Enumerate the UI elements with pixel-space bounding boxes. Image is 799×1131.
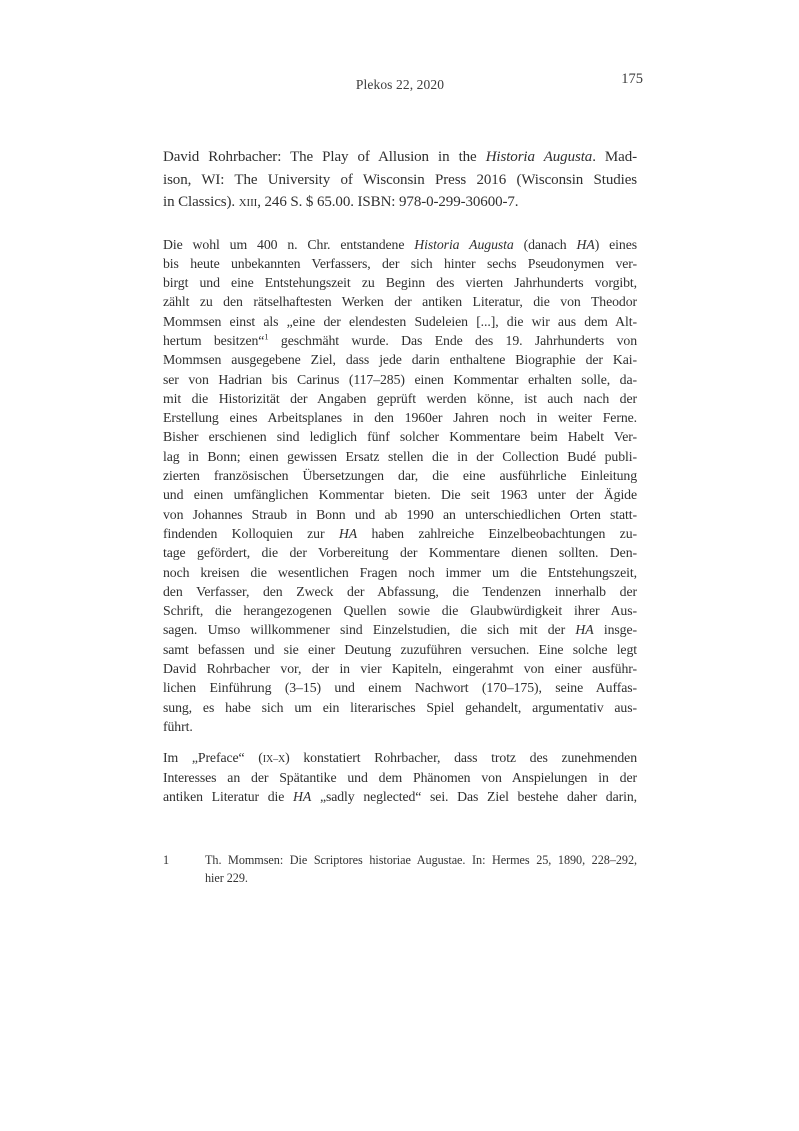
text-line — [163, 370, 637, 389]
text-segment: lag in Bonn; einen gewissen Ersatz stellen die in der Collection Budé publi- — [163, 448, 637, 464]
footnote-marker: 1 — [163, 853, 170, 867]
text-segment: haben zahlreiche Einzelbeobachtungen zu- — [357, 525, 637, 541]
text-line — [163, 146, 637, 169]
text-line — [163, 466, 637, 485]
paragraph-2 — [163, 748, 637, 806]
text-line — [163, 408, 637, 427]
text-segment: den Verfasser, den Zweck der Abfassung, die Tendenzen innerhalb der — [163, 583, 637, 599]
text-line — [163, 505, 637, 524]
text-segment: tage gefördert, die der Vorbereitung der Kommentare dienen sollten. Den- — [163, 545, 637, 561]
text-segment: mit die Historizität der Angaben geprüft werden könne, ist auch nach der — [163, 390, 637, 406]
text-segment: Interesses an der Spätantike und dem Phänomen von Anspielungen in der — [163, 769, 637, 785]
text-line — [205, 870, 637, 888]
text-segment: Historia Augusta — [414, 236, 514, 252]
text-segment: hier 229. — [205, 870, 248, 885]
book-citation — [163, 146, 637, 214]
text-segment: ) konstatiert Rohrbacher, dass trotz des zunehmenden — [285, 750, 637, 766]
text-segment: HA — [338, 525, 358, 541]
footnote-reference: 1 — [264, 331, 269, 342]
text-line — [163, 254, 637, 273]
text-segment: Mommsen einst als „eine der elendesten Sudeleien [...], die wir aus dem Alt- — [163, 313, 637, 329]
text-line — [163, 601, 637, 620]
running-head: Plekos 22, 2020 — [355, 77, 445, 92]
text-line — [163, 748, 637, 767]
text-line — [163, 485, 637, 504]
footnote-text — [205, 852, 637, 887]
text-line — [163, 563, 637, 582]
text-segment: von Johannes Straub in Bonn und ab 1990 an unterschiedlichen Orten statt- — [163, 506, 637, 522]
text-segment: ison, WI: The University of Wisconsin Press 2016 (Wisconsin Studies — [163, 171, 637, 188]
text-line — [163, 620, 637, 639]
text-segment: IX–X — [262, 750, 286, 766]
text-line — [163, 717, 637, 736]
text-line — [163, 427, 637, 446]
text-line — [163, 698, 637, 717]
text-line — [163, 524, 637, 543]
text-line — [163, 787, 637, 806]
text-segment: bis heute unbekannten Verfassers, der sich hinter sechs Pseudonymen ver- — [163, 255, 637, 271]
text-segment: und einen umfänglichen Kommentar bieten. Die seit 1963 unter der Ägide — [163, 487, 637, 503]
text-segment: Die wohl um 400 n. Chr. entstandene — [163, 236, 415, 252]
text-segment: zählt zu den rätselhaftesten Werken der antiken Literatur, die von Theodor — [163, 294, 637, 310]
text-segment: lichen Einführung (3–15) und einem Nachwort (170–175), seine Auffas- — [163, 680, 637, 696]
text-line — [163, 350, 637, 369]
text-line — [163, 659, 637, 678]
text-line — [163, 640, 637, 659]
text-line — [163, 582, 637, 601]
text-line — [163, 312, 637, 331]
text-segment: sung, es habe sich um ein literarisches Spiel gehandelt, argumentativ aus- — [163, 699, 637, 715]
text-line — [163, 331, 637, 350]
text-line — [163, 543, 637, 562]
text-segment: David Rohrbacher: The Play of Allusion in the — [163, 149, 486, 165]
text-segment: ) eines — [594, 236, 637, 252]
text-segment: Schrift, die herangezogenen Quellen sowie die Glaubwürdigkeit ihrer Aus- — [163, 603, 637, 619]
text-line — [163, 678, 637, 697]
text-segment: hertum besitzen“ — [163, 332, 265, 348]
text-segment: Bisher erschienen sind lediglich fünf solcher Kommentare beim Habelt Ver- — [163, 429, 637, 445]
page-number: 175 — [621, 71, 643, 87]
text-line — [163, 389, 637, 408]
text-line — [163, 768, 637, 787]
text-segment: , 246 S. $ 65.00. ISBN: 978-0-299-30600-7. — [257, 194, 519, 210]
text-segment: führt. — [163, 718, 193, 734]
text-segment: HA — [576, 236, 595, 252]
text-segment: XIII — [238, 194, 258, 210]
text-segment: sagen. Umso willkommener sind Einzelstudien, die sich mit der — [163, 622, 576, 638]
text-segment: (danach — [513, 236, 577, 252]
text-line — [163, 447, 637, 466]
text-segment: samt befassen und sie einer Deutung zuzuführen versuchen. Eine solche legt — [163, 641, 637, 657]
text-segment: Mommsen ausgegebene Ziel, dass jede darin enthaltene Biographie der Kai- — [163, 352, 637, 368]
text-line — [163, 273, 637, 292]
text-segment: insge- — [593, 622, 637, 638]
text-line — [205, 852, 637, 870]
text-line — [163, 292, 637, 311]
paragraph-1 — [163, 235, 637, 737]
text-segment: „sadly neglected“ sei. Das Ziel bestehe daher darin, — [311, 788, 638, 804]
text-segment: in Classics). — [163, 194, 239, 210]
text-segment: Historia Augusta — [485, 149, 593, 165]
text-line — [163, 191, 637, 214]
text-segment: . Mad- — [592, 149, 638, 165]
footnote — [163, 852, 637, 887]
text-segment: zierten französischen Übersetzungen dar, die eine ausführliche Einleitung — [163, 468, 637, 484]
text-segment: HA — [293, 788, 312, 804]
text-segment: noch kreisen die wesentlichen Fragen noch immer um die Entstehungszeit, — [163, 564, 637, 580]
text-segment: HA — [575, 622, 594, 638]
text-segment: birgt und eine Entstehungszeit zu Beginn des vierten Jahrhunderts vorgibt, — [163, 275, 637, 291]
text-segment: Th. Mommsen: Die Scriptores historiae Augustae. In: Hermes 25, 1890, 228–292, — [205, 853, 637, 867]
text-segment: Erstellung eines Arbeitsplanes in den 1960er Jahren noch in weiter Ferne. — [163, 410, 637, 426]
text-segment: ser von Hadrian bis Carinus (117–285) einen Kommentar erhalten solle, da- — [163, 371, 637, 387]
text-segment: David Rohrbacher vor, der in vier Kapiteln, eingerahmt von einer ausführ- — [163, 661, 637, 677]
text-segment: geschmäht wurde. Das Ende des 19. Jahrhunderts von — [268, 332, 637, 348]
text-segment: Im „Preface“ ( — [163, 750, 263, 766]
text-segment: antiken Literatur die — [163, 788, 294, 804]
text-line — [163, 169, 637, 192]
text-line — [163, 235, 637, 254]
text-segment: findenden Kolloquien zur — [163, 525, 339, 541]
review-body — [163, 146, 637, 806]
